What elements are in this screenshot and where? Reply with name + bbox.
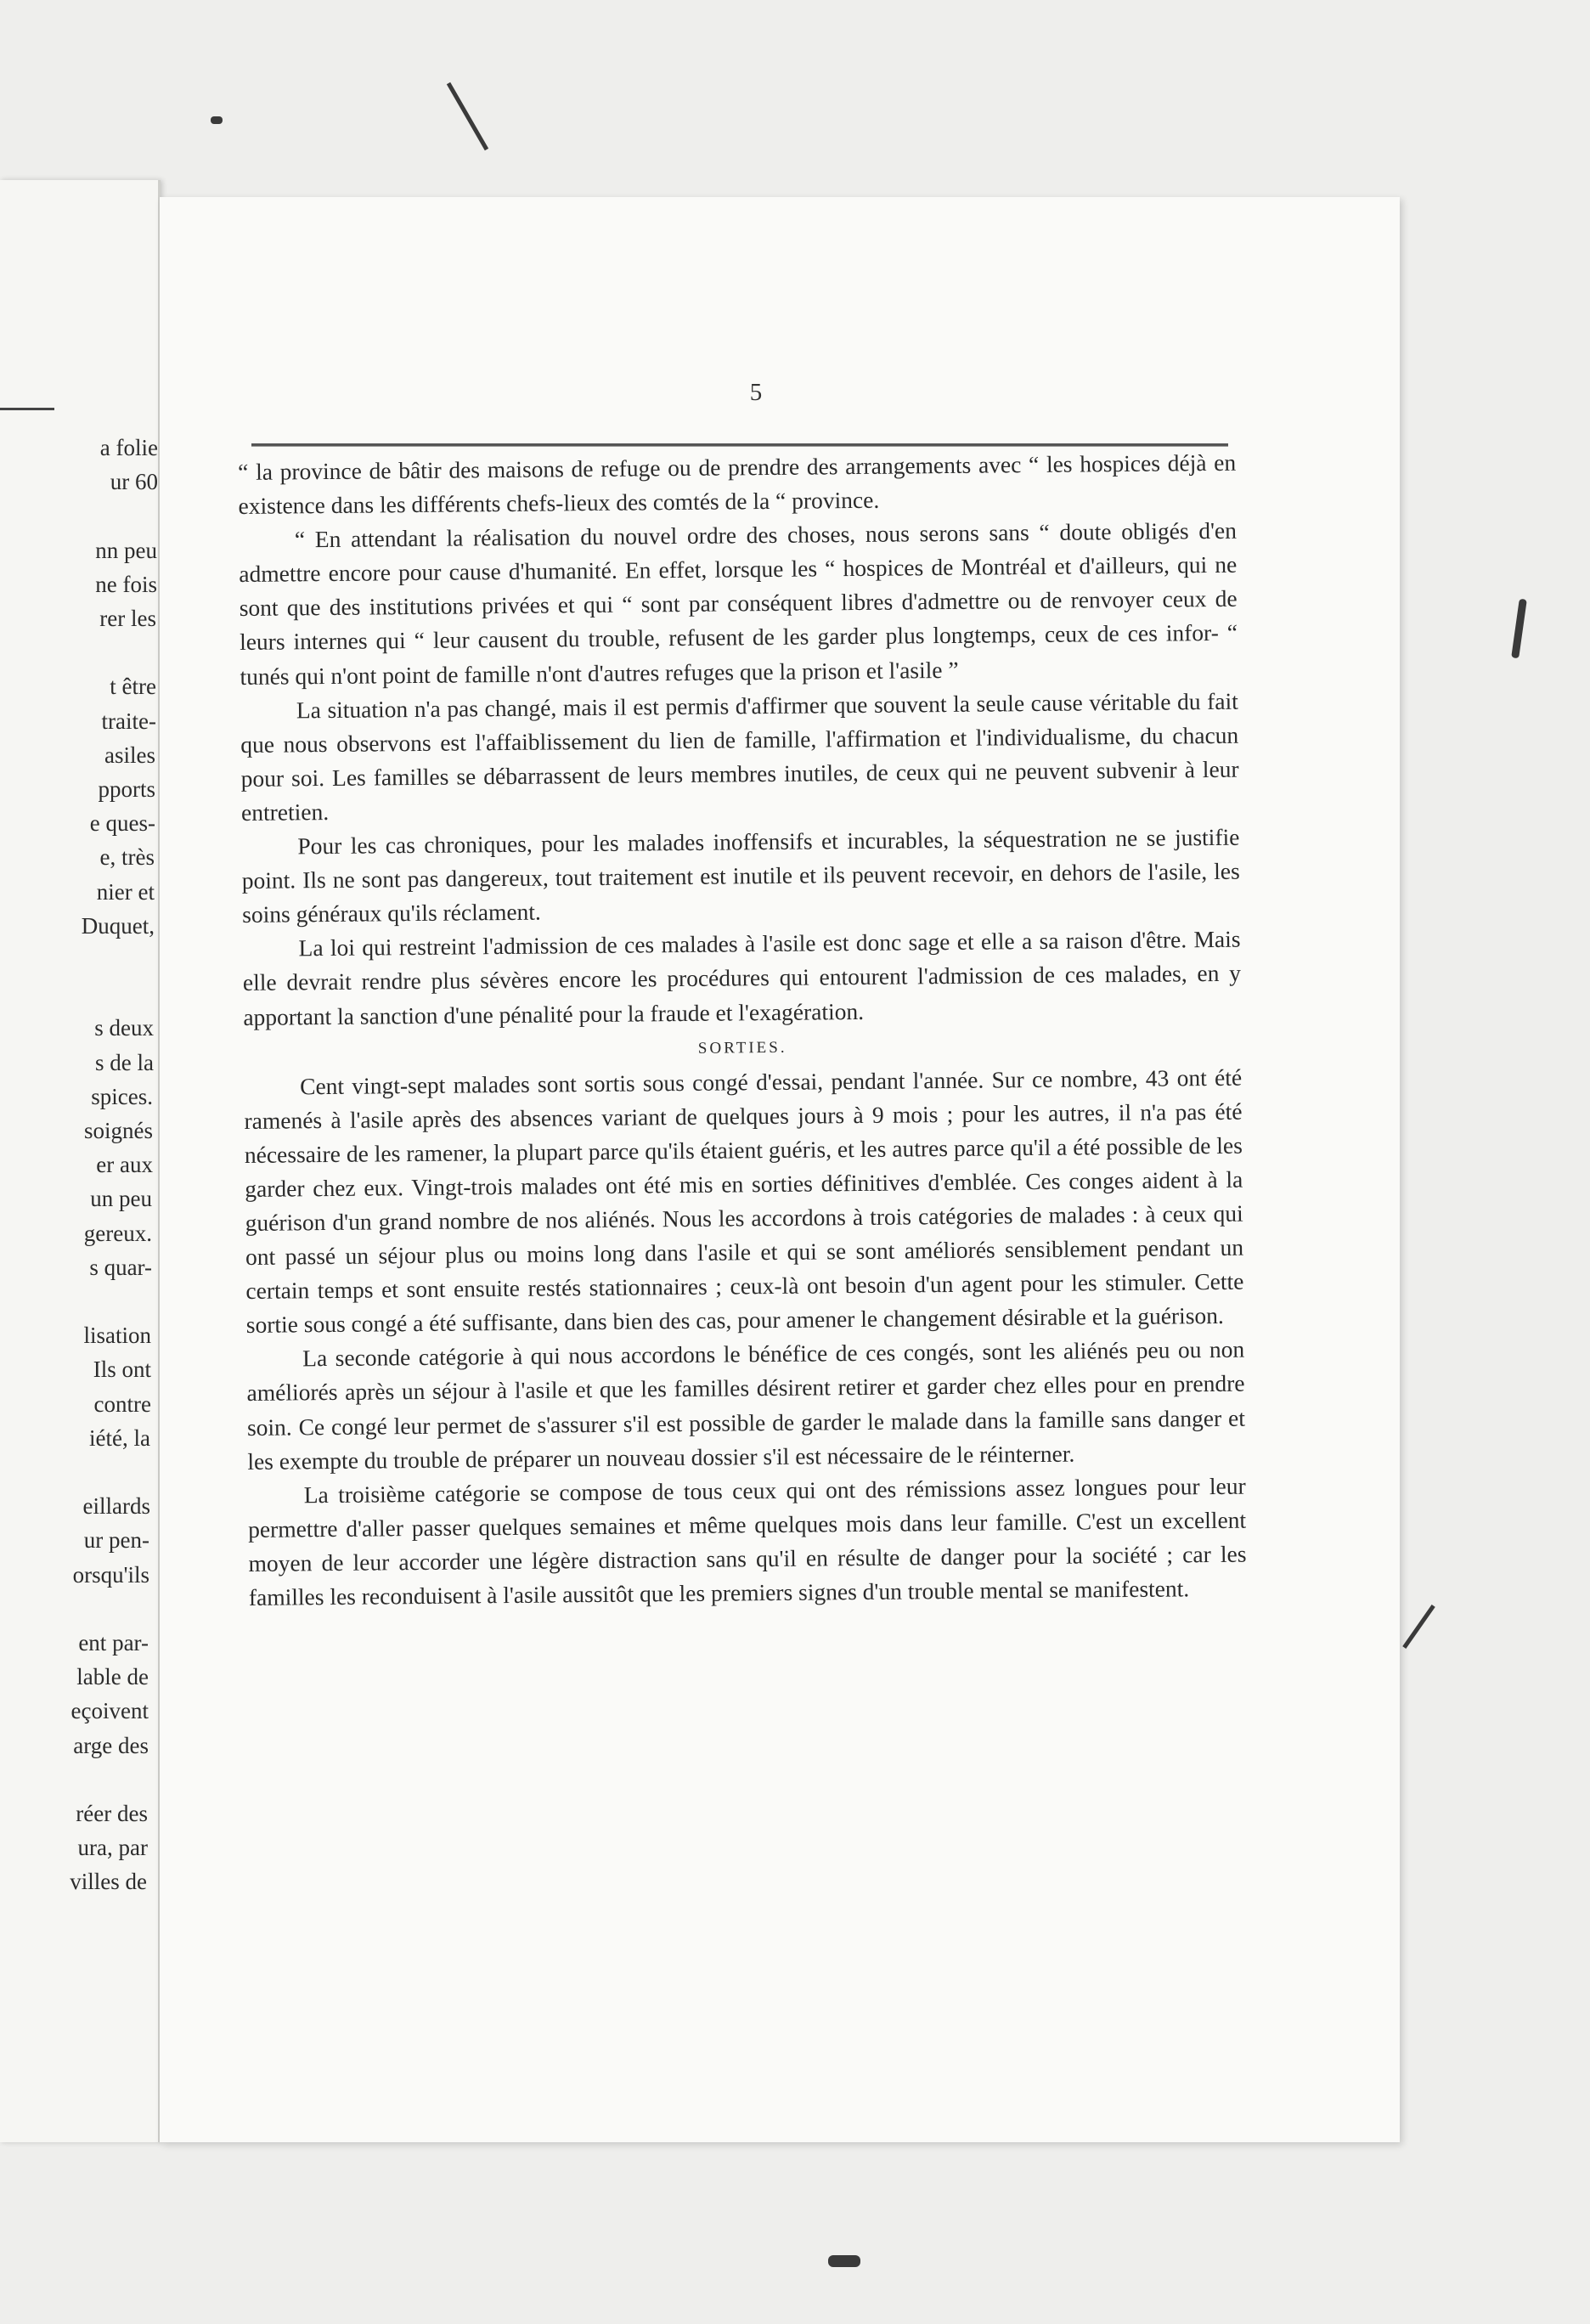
scan-mark [1402, 1605, 1435, 1649]
left-page-line: e ques- [89, 810, 155, 837]
left-page-line: spices. [91, 1083, 153, 1109]
left-page-line: a folie [99, 435, 158, 460]
left-page-line: pports [98, 776, 155, 802]
left-page-line: traite- [101, 708, 156, 734]
left-page-line: Ils ont [93, 1357, 151, 1383]
left-page-line: er aux [96, 1152, 153, 1178]
left-page-line: lisation [83, 1323, 151, 1349]
left-page-line: réer des [76, 1801, 148, 1826]
left-page-line: eçoivent [70, 1698, 149, 1724]
left-page-line: villes de [70, 1869, 147, 1895]
left-page-line: Duquet, [81, 912, 155, 939]
body-text [238, 446, 1247, 1615]
scan-mark [211, 116, 223, 124]
left-page [0, 180, 161, 2142]
left-page-line: orsqu'ils [72, 1561, 149, 1588]
scan-mark [828, 2255, 860, 2267]
left-page-line: lable de [76, 1664, 149, 1690]
left-page-line: arge des [73, 1732, 149, 1758]
paragraph: “ la province de bâtir des maisons de refuge ou de prendre des arrangements avec “ les hospices déjà en existence dans les différents chefs-lieux des comtés de la “ province. [238, 448, 1237, 520]
left-page-line: t être [110, 674, 156, 700]
main-page [160, 197, 1400, 2142]
left-page-rule [0, 408, 54, 410]
left-page-line: iété, la [89, 1424, 150, 1451]
section-heading: SORTIES. [697, 1038, 787, 1058]
paragraph: La loi qui restreint l'admission de ces malades à l'asile est donc sage et elle a sa raison d'être. Mais elle devrait rendre plus sévères encore les procédures qui entourent l'admission de ces malades, en y apportant la sanction d'une pénalité pour la fraude et l'exagération. [242, 926, 1242, 1030]
paragraph: Pour les cas chroniques, pour les malades inoffensifs et incurables, la séquestration ne se justifie point. Ils ne sont pas dangereux, tout traitement est inutile et ils peuvent recevoir, en dehors de l'asile, les soins généraux qu'ils réclament. [241, 823, 1240, 928]
paragraph: La troisième catégorie se compose de tous ceux qui ont des rémissions assez longues pour leur permettre d'aller passer quelques semaines et même quelques mois dans leur famille. C'est un excellent moyen de leur accorder une légère distraction sans qu'il en résulte de danger pour la société ; car les familles les reconduisent à l'asile aussitôt que les premiers signes d'un trouble mental se manifestent. [247, 1472, 1247, 1610]
left-page-line: contre [93, 1390, 151, 1417]
left-page-line: nier et [96, 878, 155, 905]
left-page-line: gereux. [83, 1220, 152, 1246]
left-page-line: ur pen- [83, 1527, 149, 1554]
left-page-line: nn peu [95, 537, 157, 563]
paragraph: “ En attendant la réalisation du nouvel ordre des choses, nous serons sans “ doute obligés d'en admettre encore pour cause d'humanité. En effet, lorsque les “ hospices de Montréal et d'ailleurs, qui ne sont que des institutions privées et qui “ sont par conséquent libres d'admettre ou de renvoyer ceux de leurs internes qui “ leur causent du trouble, refusent de les garder plus longtemps, ceux de ces infor- “ tunés qui n'ont point de famille n'ont d'autres refuges que la prison et l'asile ” [239, 516, 1238, 690]
left-page-line: ent par- [78, 1630, 149, 1656]
left-page-line: ura, par [77, 1835, 148, 1861]
left-page-line: rer les [99, 606, 156, 631]
paragraph: La situation n'a pas changé, mais il est permis d'affirmer que souvent la seule cause véritable du fait que nous observons est l'affaiblissement du lien de famille, l'affirmation et l'individualisme, du chacun pour soi. Les familles se débarrassent de leurs membres inutiles, de ceux qui ne peuvent subvenir à leur entretien. [240, 687, 1239, 826]
paragraph: La seconde catégorie à qui nous accordons le bénéfice de ces congés, sont les aliénés peu ou non améliorés après un séjour à l'asile et que les familles désirent retirer et garder chez elles pour en prendre soin. Ce congé leur permet de s'assurer s'il est possible de garder le malade dans la famille sans danger et les exempte du trouble de préparer un nouveau dossier s'il est nécessaire de le réinterner. [246, 1336, 1246, 1475]
header-rule [251, 443, 1228, 447]
left-page-line: s quar- [89, 1254, 152, 1280]
left-page-line: soignés [84, 1118, 153, 1143]
paragraph: Cent vingt-sept malades sont sortis sous congé d'essai, pendant l'année. Sur ce nombre, 43 ont été ramenés à l'asile après des absences variant de quelques jours à 9 mois ; pour les autres, il n'a pas été nécessaire de les ramener, la plupart parce qu'ils étaient guéris, et les autres parce qu'il a été possible de les garder chez eux. Vingt-trois malades ont été mis en sorties définitives d'emblée. Ces conges aident à la guérison d'un grand nombre de nos aliénés. Nous les accordons à trois catégories de malades : à ceux qui ont passé un séjour plus ou moins long dans l'asile et qui se sont améliorés sensiblement pendant un certain temps et sont ensuite restés stationnaires ; ceux-là ont besoin d'un agent pour les stimuler. Cette sortie sous congé a été suffisante, dans bien des cas, pour amener le changement désirable et la guérison. [244, 1063, 1244, 1339]
left-page-line: un peu [90, 1186, 152, 1212]
left-page-line: s de la [95, 1049, 154, 1075]
scan-mark [1511, 599, 1527, 659]
page-number: 5 [749, 379, 763, 406]
left-page-line: s deux [94, 1015, 154, 1041]
left-page-line: asiles [104, 742, 155, 768]
scan-mark [447, 82, 488, 150]
left-page-line: e, très [99, 844, 155, 871]
left-page-line: eillards [82, 1493, 150, 1520]
left-page-line: ur 60 [110, 469, 158, 495]
paragraph-group-section [244, 1060, 1247, 1615]
left-page-line: ne fois [95, 571, 157, 597]
paragraph-group-top [238, 446, 1241, 1035]
